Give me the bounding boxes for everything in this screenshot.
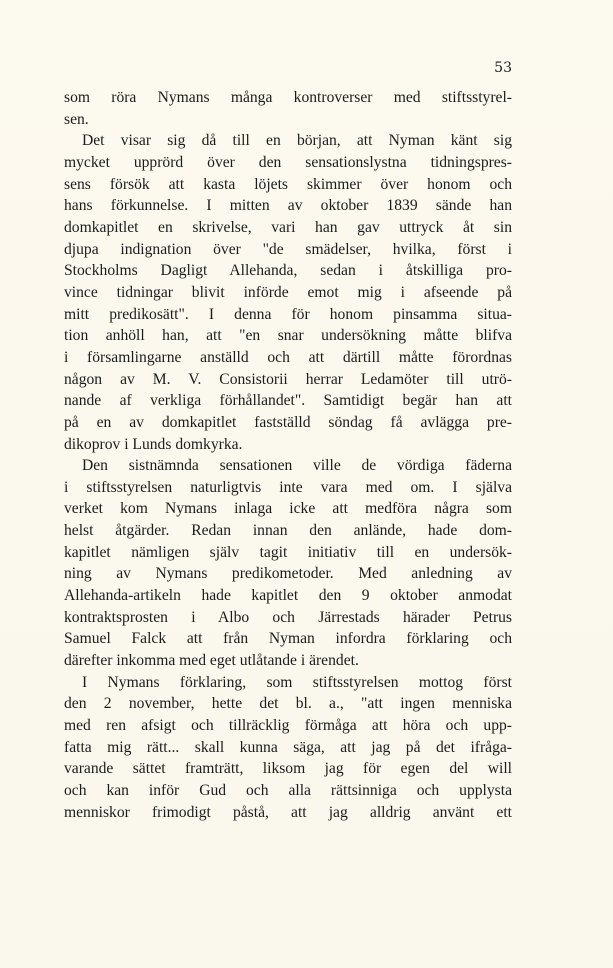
- text-line: med ren afsigt och tillräcklig förmåga att höra och upp-: [64, 717, 512, 735]
- text-line: den 2 november, hette det bl. a., "att ingen menniska: [64, 695, 512, 713]
- text-line: tion anhöll han, att "en snar undersökning måtte blifva: [64, 327, 512, 345]
- text-line: därefter inkomma med eget utlåtande i ärendet.: [64, 652, 359, 670]
- text-line: någon av M. V. Consistorii herrar Ledamöter till utrö-: [64, 370, 512, 388]
- text-line: Det visar sig då till en början, att Nyman känt sig: [82, 132, 512, 150]
- page-number: 53: [494, 60, 512, 76]
- text-line: och kan inför Gud och alla rättsinniga och upplysta: [64, 782, 512, 799]
- paragraph: [64, 455, 512, 672]
- body-text: [64, 87, 512, 823]
- text-line: helst åtgärder. Redan innan den anlände, hade dom-: [64, 522, 512, 540]
- text-line: I Nymans förklaring, som stiftsstyrelsen mottog först: [82, 673, 512, 691]
- text-line: dikoprov i Lunds domkyrka.: [64, 435, 243, 453]
- text-line: Allehanda-artikeln hade kapitlet den 9 oktober anmodat: [64, 587, 512, 605]
- text-line: vince tidningar blivit införde emot mig i afseende på: [64, 283, 512, 301]
- text-line: verket kom Nymans inlaga icke att medföra några som: [64, 500, 512, 518]
- text-line: hans förkunnelse. I mitten av oktober 1839 sände han: [64, 197, 512, 215]
- text-line: mitt predikosätt". I denna för honom pinsamma situa-: [64, 305, 512, 323]
- text-line: djupa indignation över "de smädelser, hvilka, först i: [64, 240, 512, 258]
- text-line: kontraktsprosten i Albo och Järrestads härader Petrus: [64, 608, 512, 626]
- text-line: Stockholms Dagligt Allehanda, sedan i åtskilliga pro-: [64, 262, 512, 280]
- text-line: sens försök att kasta löjets skimmer över honom och: [64, 175, 512, 193]
- text-line: i stiftsstyrelsen naturligtvis inte vara med om. I själva: [64, 478, 512, 496]
- paragraph: [64, 87, 512, 130]
- text-line: menniskor frimodigt påstå, att jag alldrig använt ett: [64, 803, 512, 821]
- text-line: domkapitlet en skrivelse, vari han gav uttryck åt sin: [64, 218, 512, 236]
- paragraph: [64, 130, 512, 455]
- text-line: Den sistnämnda sensationen ville de vördiga fäderna: [82, 457, 512, 475]
- text-line: Samuel Falck att från Nyman infordra förklaring och: [64, 630, 512, 648]
- text-line: kapitlet nämligen själv tagit initiativ till en undersök-: [64, 543, 512, 561]
- text-line: som röra Nymans många kontroverser med stiftsstyrel-: [64, 89, 512, 106]
- text-line: nande af verkliga förhållandet". Samtidigt begär han att: [64, 392, 512, 410]
- text-line: ning av Nymans predikometoder. Med anledning av: [64, 565, 512, 583]
- text-line: varande sättet framträtt, liksom jag för egen del will: [64, 760, 512, 778]
- text-line: fatta mig rätt... skall kunna säga, att jag på det ifråga-: [64, 738, 512, 756]
- paragraph: [64, 672, 512, 824]
- text-line: på en av domkapitlet fastställd söndag få avlägga pre-: [64, 413, 512, 431]
- text-line: i församlingarne anställd och att därtill måtte förordnas: [64, 348, 512, 366]
- text-line: sen.: [64, 110, 89, 128]
- text-line: mycket upprörd över den sensationslystna tidningspres-: [64, 153, 512, 171]
